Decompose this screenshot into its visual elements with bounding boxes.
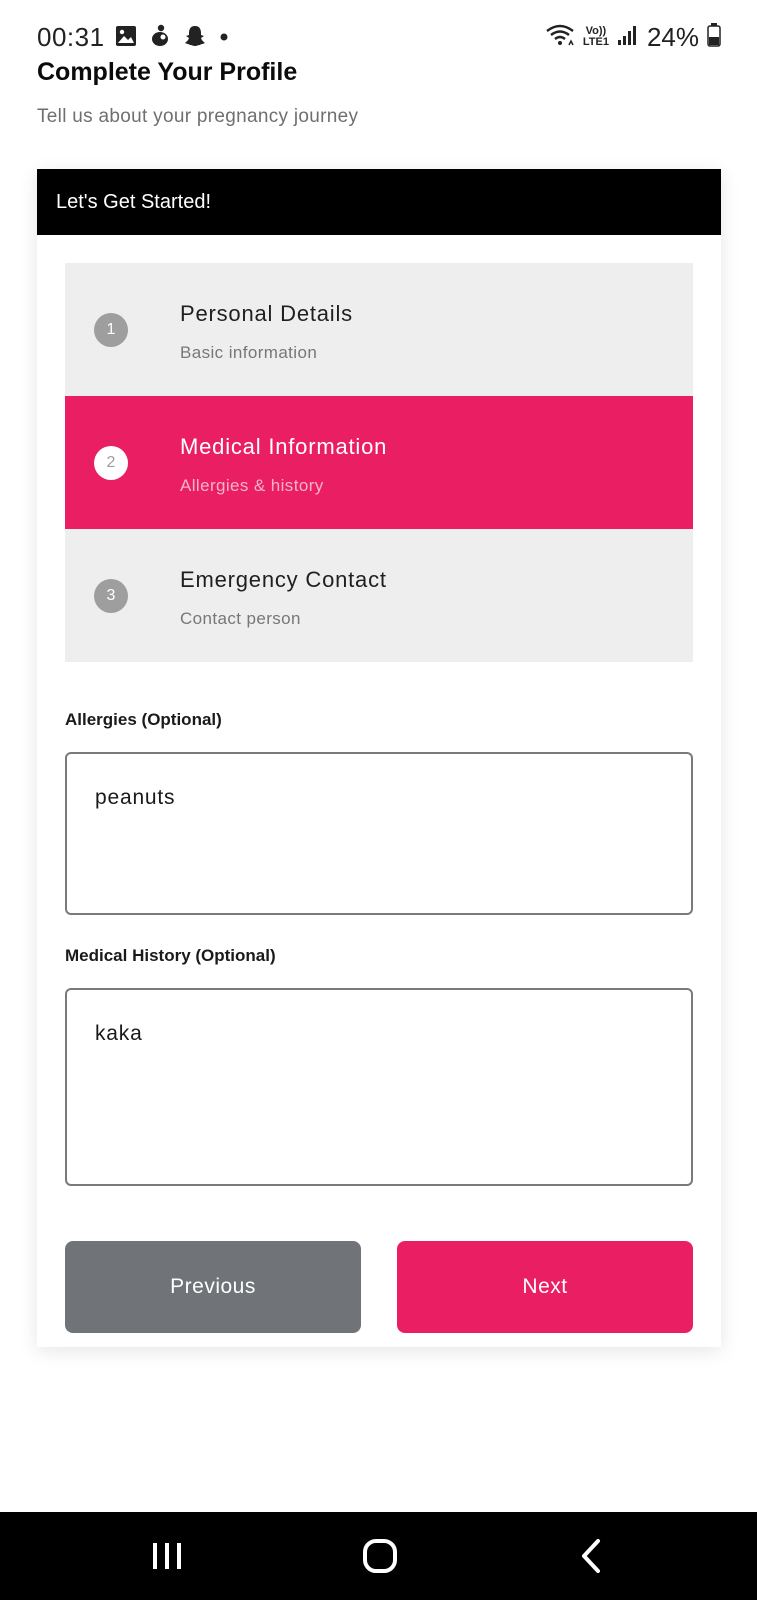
step-subtitle: Basic information bbox=[180, 343, 318, 362]
step-title: Medical Information bbox=[180, 434, 388, 459]
battery-icon bbox=[707, 23, 721, 52]
card-header bbox=[37, 169, 721, 235]
allergies-input[interactable] bbox=[65, 752, 693, 915]
medical-history-input[interactable] bbox=[65, 988, 693, 1186]
step-subtitle: Contact person bbox=[180, 609, 301, 628]
signal-icon bbox=[617, 24, 639, 51]
wifi-icon bbox=[545, 23, 575, 52]
step-title: Emergency Contact bbox=[180, 567, 387, 592]
app-notification-icon bbox=[149, 24, 171, 53]
card-header-text: Let's Get Started! bbox=[56, 191, 212, 213]
more-dot-icon bbox=[219, 29, 229, 47]
step-title: Personal Details bbox=[180, 301, 353, 326]
volte-label-top: Vo)) bbox=[585, 25, 607, 37]
navigation-bar bbox=[0, 1512, 757, 1600]
step-personal-details[interactable] bbox=[65, 263, 693, 396]
medical-history-label: Medical History (Optional) bbox=[65, 946, 276, 965]
recent-apps-icon[interactable] bbox=[150, 1512, 184, 1600]
step-number-badge: 1 bbox=[94, 313, 128, 347]
allergies-label: Allergies (Optional) bbox=[65, 710, 222, 729]
step-number-badge: 2 bbox=[94, 446, 128, 480]
step-number-badge: 3 bbox=[94, 579, 128, 613]
status-time: 00:31 bbox=[37, 22, 105, 52]
status-right-icons bbox=[545, 22, 721, 52]
next-button[interactable]: Next bbox=[397, 1241, 693, 1333]
snapchat-icon bbox=[183, 24, 207, 53]
home-icon[interactable] bbox=[362, 1512, 398, 1600]
profile-card bbox=[37, 169, 721, 1347]
battery-percent: 24% bbox=[646, 21, 699, 52]
volte-icon bbox=[583, 26, 609, 48]
status-bar bbox=[0, 0, 757, 60]
back-icon[interactable] bbox=[578, 1512, 604, 1600]
step-emergency-contact[interactable] bbox=[65, 529, 693, 662]
gallery-icon bbox=[115, 25, 137, 52]
page-subtitle: Tell us about your pregnancy journey bbox=[37, 106, 359, 127]
step-medical-information[interactable] bbox=[65, 396, 693, 529]
step-subtitle: Allergies & history bbox=[180, 476, 324, 495]
status-left-icons bbox=[115, 24, 229, 52]
previous-button[interactable]: Previous bbox=[65, 1241, 361, 1333]
stepper bbox=[65, 263, 693, 661]
page-title: Complete Your Profile bbox=[37, 58, 298, 86]
volte-label-bottom: LTE1 bbox=[582, 36, 609, 48]
